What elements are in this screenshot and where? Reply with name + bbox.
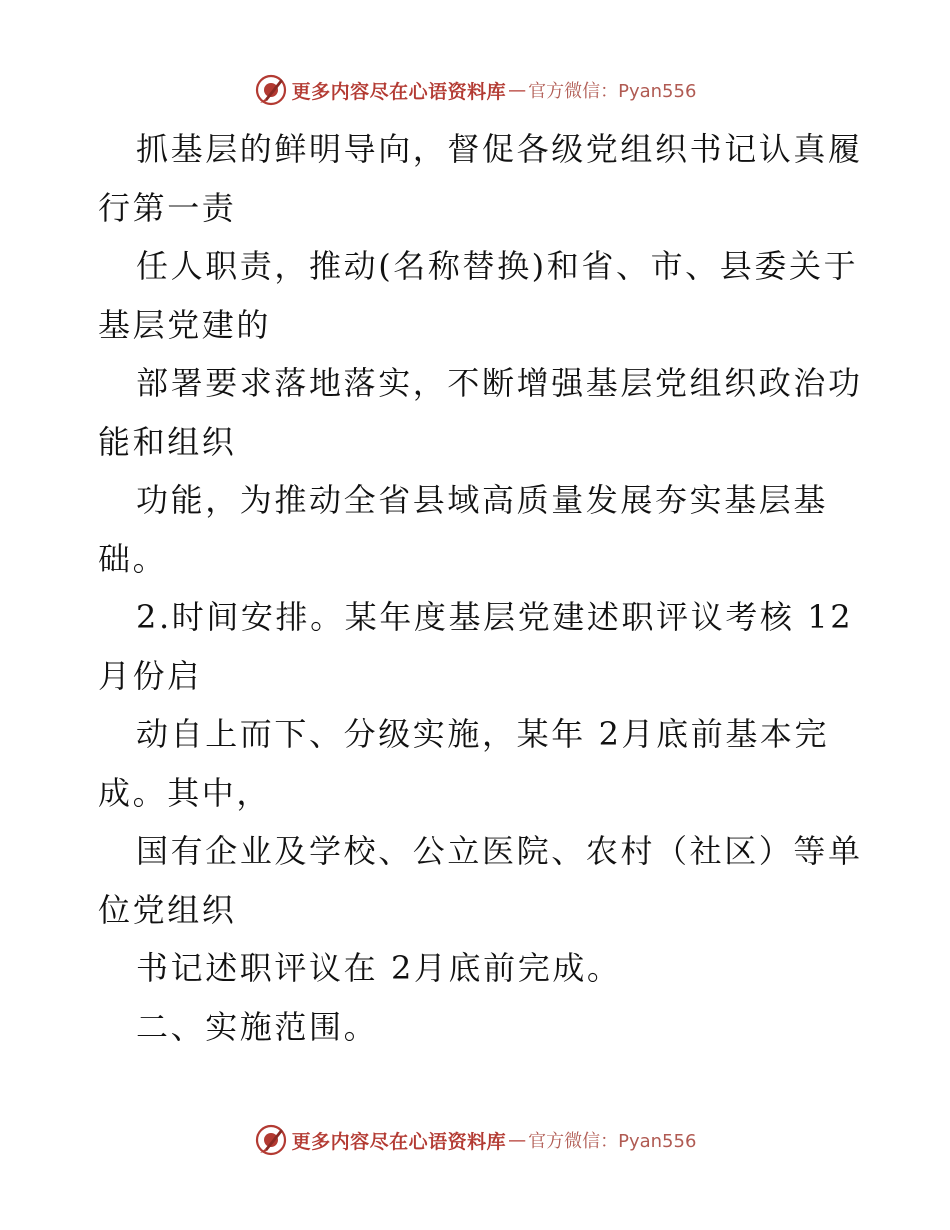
body-line: 成。其中，: [98, 773, 272, 812]
banner-wechat: 官方微信：Pyan556: [528, 81, 697, 102]
banner-site-name: 更多内容尽在心语资料库: [291, 80, 507, 103]
body-line: 行第一责: [98, 188, 237, 227]
body-line: 位党组织: [98, 890, 237, 929]
body-line: 能和组织: [98, 422, 237, 461]
body-line: 月份启: [98, 656, 202, 695]
body-line: 基层党建的: [98, 305, 272, 344]
body-line: 任人职责，推动(名称替换)和省、市、县委关于: [136, 247, 859, 285]
pen-logo-icon: [254, 1123, 288, 1157]
body-line: 部署要求落地落实，不断增强基层党组织政治功: [136, 364, 863, 402]
body-line: 功能，为推动全省县域高质量发展夯实基层基: [136, 481, 829, 519]
banner-dash: —: [508, 1129, 527, 1151]
body-line: 2.时间安排。某年度基层党建述职评议考核 12: [136, 598, 854, 636]
body-line: 书记述职评议在 2月底前完成。: [136, 949, 622, 987]
body-line: 抓基层的鲜明导向，督促各级党组织书记认真履: [136, 130, 863, 168]
body-line: 础。: [98, 539, 168, 578]
banner-wechat: 官方微信：Pyan556: [528, 1131, 697, 1152]
document-body: [98, 120, 863, 1056]
pen-logo-icon: [254, 73, 288, 107]
header-banner: [0, 70, 950, 110]
body-line: 国有企业及学校、公立医院、农村（社区）等单: [136, 832, 863, 870]
body-line: 二、实施范围。: [136, 1007, 379, 1046]
footer-banner: [0, 1120, 950, 1160]
banner-dash: —: [508, 79, 527, 101]
banner-site-name: 更多内容尽在心语资料库: [291, 1130, 507, 1153]
body-line: 动自上而下、分级实施，某年 2月底前基本完: [136, 715, 830, 753]
